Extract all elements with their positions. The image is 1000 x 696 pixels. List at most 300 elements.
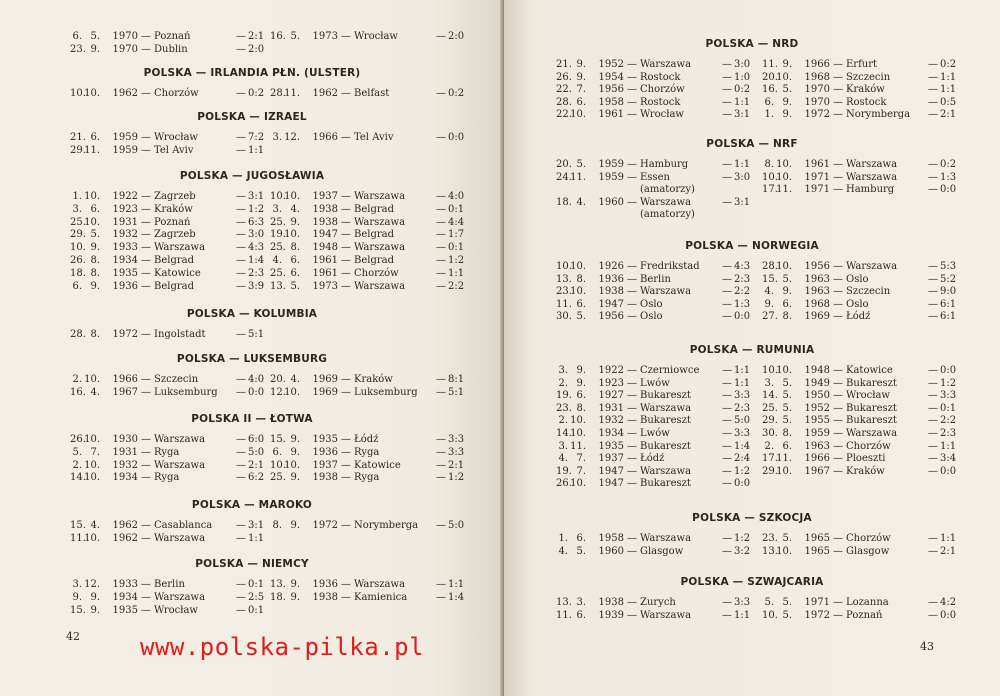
match-day: 18.: [70, 267, 86, 279]
match-month: 4.: [576, 196, 586, 208]
match-score: 1:7: [448, 229, 465, 241]
dash-separator: —: [436, 374, 446, 385]
match-day: 11.: [762, 59, 778, 70]
dash-separator: —: [833, 84, 843, 96]
dash-separator: —: [341, 203, 351, 215]
match-month: 6.: [290, 267, 300, 279]
match-year: 1932: [112, 229, 138, 241]
match-year: 1966: [312, 132, 338, 143]
dash-separator: —: [722, 261, 732, 272]
match-row: [762, 427, 970, 440]
match-month: 6.: [90, 203, 100, 215]
match-row: [70, 241, 278, 254]
match-city: Warszawa: [640, 59, 692, 70]
match-score: 1:1: [448, 579, 465, 590]
match-day: 5.: [764, 597, 774, 608]
match-score: 4:2: [940, 597, 957, 608]
dash-separator: —: [141, 604, 151, 616]
match-day: 17.: [762, 184, 778, 196]
match-row: [556, 96, 764, 109]
match-row: [70, 254, 278, 267]
dash-separator: —: [627, 109, 637, 121]
dash-separator: —: [236, 459, 246, 471]
dash-separator: —: [141, 203, 151, 215]
match-score: 1:4: [734, 440, 751, 452]
dash-separator: —: [627, 84, 637, 96]
match-score: 6:1: [940, 311, 957, 323]
match-city: Rostock: [640, 96, 681, 108]
match-city: Warszawa: [354, 579, 406, 590]
dash-separator: —: [722, 533, 732, 544]
match-city: Poznań: [154, 31, 191, 42]
match-score: 1:2: [940, 377, 957, 389]
dash-separator: —: [928, 415, 938, 427]
match-day: 6.: [272, 446, 282, 458]
match-city: Warszawa: [640, 196, 692, 208]
match-score: 0:1: [940, 402, 957, 414]
match-year: 1948: [312, 242, 338, 254]
match-row: [762, 596, 970, 609]
match-year: 1935: [312, 434, 338, 445]
dash-separator: —: [928, 453, 938, 465]
dash-separator: —: [833, 171, 843, 183]
match-year: 1947: [598, 478, 624, 490]
match-month: 11.: [84, 144, 100, 156]
match-day: 13.: [762, 545, 778, 557]
match-city: Wrocław: [846, 390, 890, 402]
match-score: 9:0: [940, 286, 957, 298]
dash-separator: —: [236, 591, 246, 603]
dash-separator: —: [436, 386, 446, 398]
match-day: 20.: [762, 71, 778, 83]
match-month: 10.: [284, 386, 300, 398]
match-city: Ryga: [154, 446, 180, 458]
dash-separator: —: [141, 144, 151, 156]
match-day: 15.: [270, 434, 286, 445]
match-city: Warszawa: [154, 459, 206, 471]
match-day: 28.: [270, 88, 286, 99]
match-month: 10.: [570, 261, 586, 272]
match-month: 10.: [84, 459, 100, 471]
match-row: [70, 144, 278, 157]
match-month: 9.: [290, 591, 300, 603]
match-day: 13.: [556, 273, 572, 285]
match-day: 3.: [72, 579, 82, 590]
dash-separator: —: [436, 88, 446, 99]
section-heading: POLSKA — IZRAEL: [197, 111, 307, 123]
dash-separator: —: [627, 365, 637, 376]
match-city: Norymberga: [846, 109, 911, 121]
dash-separator: —: [341, 267, 351, 279]
match-score: 7:2: [248, 132, 265, 143]
match-year: 1937: [312, 459, 338, 471]
dash-separator: —: [341, 374, 351, 385]
dash-separator: —: [141, 132, 151, 143]
dash-separator: —: [627, 440, 637, 452]
match-year: 1959: [112, 144, 138, 156]
match-day: 23.: [556, 286, 572, 298]
match-city: Katowice: [154, 267, 201, 279]
dash-separator: —: [833, 365, 843, 376]
match-month: 8.: [90, 329, 100, 340]
match-month: 10.: [776, 159, 792, 170]
match-score: 1:1: [248, 144, 265, 156]
match-day: 10.: [762, 171, 778, 183]
right-page: [504, 0, 1000, 696]
match-month: 6.: [90, 132, 100, 143]
match-month: 10.: [284, 459, 300, 471]
match-day: 11.: [556, 298, 572, 310]
match-year: 1936: [112, 280, 138, 292]
match-row: [556, 609, 764, 622]
match-month: 10.: [84, 88, 100, 99]
section-heading: POLSKA — JUGOSŁAWIA: [179, 170, 325, 182]
match-year: 1922: [112, 191, 138, 202]
match-month: 10.: [84, 216, 100, 228]
match-month: 11.: [570, 440, 586, 452]
match-score: 3:3: [940, 390, 957, 402]
match-score: 0:0: [940, 609, 957, 621]
dash-separator: —: [722, 84, 732, 96]
match-day: 25.: [70, 216, 86, 228]
match-year: 1969: [312, 386, 338, 398]
dash-separator: —: [141, 280, 151, 292]
match-note: (amatorzy): [640, 184, 695, 196]
match-month: 7.: [576, 465, 586, 477]
dash-separator: —: [341, 88, 351, 99]
match-score: 8:1: [448, 374, 465, 385]
match-row: [762, 273, 970, 286]
match-score: 5:1: [248, 329, 265, 340]
match-day: 10.: [70, 88, 86, 99]
dash-separator: —: [341, 280, 351, 292]
match-city: Zurych: [640, 597, 676, 608]
match-day: 21.: [556, 59, 572, 70]
dash-separator: —: [928, 402, 938, 414]
match-city: Bukareszt: [640, 390, 691, 402]
match-year: 1966: [112, 374, 138, 385]
match-day: 6.: [72, 31, 82, 42]
match-year: 1972: [804, 109, 830, 121]
match-month: 5.: [782, 377, 792, 389]
match-row: [70, 203, 278, 216]
match-month: 9.: [290, 446, 300, 458]
match-month: 10.: [284, 191, 300, 202]
match-row: [70, 532, 278, 545]
dash-separator: —: [141, 472, 151, 484]
match-row: [762, 285, 970, 298]
dash-separator: —: [928, 71, 938, 83]
dash-separator: —: [436, 216, 446, 228]
dash-separator: —: [341, 459, 351, 471]
match-score: 4:0: [448, 191, 465, 202]
match-city: Wrocław: [640, 109, 684, 121]
match-month: 9.: [782, 59, 792, 70]
dash-separator: —: [627, 428, 637, 439]
match-day: 9.: [764, 298, 774, 310]
match-row: [556, 298, 764, 311]
dash-separator: —: [928, 533, 938, 544]
match-row: [70, 216, 278, 229]
dash-separator: —: [141, 520, 151, 531]
dash-separator: —: [928, 261, 938, 272]
match-city: Czerniowce: [640, 365, 700, 376]
dash-separator: —: [833, 261, 843, 272]
dash-separator: —: [928, 59, 938, 70]
match-row: [762, 108, 970, 121]
dash-separator: —: [928, 84, 938, 96]
match-note: (amatorzy): [640, 209, 695, 221]
match-row: [762, 310, 970, 323]
match-month: 9.: [290, 434, 300, 445]
match-month: 9.: [782, 286, 792, 298]
match-year: 1962: [312, 88, 338, 99]
dash-separator: —: [341, 229, 351, 241]
match-score: 3:1: [734, 109, 751, 121]
match-city: Ryga: [354, 472, 380, 484]
match-score: 2:2: [734, 286, 751, 298]
dash-separator: —: [627, 59, 637, 70]
match-month: 10.: [776, 545, 792, 557]
section-heading: POLSKA — NRD: [705, 38, 799, 50]
dash-separator: —: [236, 579, 246, 590]
dash-separator: —: [833, 96, 843, 108]
match-day: 10.: [70, 242, 86, 254]
match-month: 10.: [570, 428, 586, 439]
dash-separator: —: [928, 377, 938, 389]
match-month: 6.: [576, 298, 586, 310]
match-row: [762, 364, 970, 377]
match-day: 22.: [556, 84, 572, 96]
match-month: 10.: [776, 365, 792, 376]
match-year: 1969: [312, 374, 338, 385]
dash-separator: —: [141, 329, 151, 340]
match-score: 5:0: [248, 446, 265, 458]
match-city: Belgrad: [354, 229, 395, 241]
match-year: 1936: [312, 446, 338, 458]
dash-separator: —: [141, 216, 151, 228]
dash-separator: —: [341, 191, 351, 202]
match-month: 5.: [782, 533, 792, 544]
dash-separator: —: [236, 280, 246, 292]
match-year: 1965: [804, 533, 830, 544]
match-month: 6.: [576, 533, 586, 544]
match-city: Fredrikstad: [640, 261, 700, 272]
match-score: 0:1: [448, 242, 465, 254]
match-row: [70, 604, 278, 617]
match-year: 1931: [112, 446, 138, 458]
match-month: 5.: [290, 280, 300, 292]
dash-separator: —: [928, 390, 938, 402]
match-city: Tel Aviv: [154, 144, 194, 156]
dash-separator: —: [236, 604, 246, 616]
match-city: Erfurt: [846, 59, 878, 70]
match-year: 1971: [804, 184, 830, 196]
match-day: 2.: [764, 440, 774, 452]
match-city: Warszawa: [354, 280, 406, 292]
dash-separator: —: [833, 597, 843, 608]
match-year: 1947: [598, 298, 624, 310]
match-row: [762, 71, 970, 84]
match-day: 3.: [764, 377, 774, 389]
match-row: [762, 452, 970, 465]
match-row: [270, 241, 478, 254]
dash-separator: —: [928, 311, 938, 323]
match-row: [270, 446, 478, 459]
match-row: [270, 228, 478, 241]
match-day: 23.: [556, 402, 572, 414]
match-year: 1923: [598, 377, 624, 389]
match-day: 27.: [762, 311, 778, 323]
match-score: 1:1: [940, 71, 957, 83]
match-row: [762, 414, 970, 427]
match-city: Hamburg: [640, 159, 689, 170]
match-row: [762, 83, 970, 96]
match-city: Warszawa: [154, 434, 206, 445]
dash-separator: —: [928, 109, 938, 121]
dash-separator: —: [627, 261, 637, 272]
match-score: 0:2: [248, 88, 265, 99]
match-city: Oslo: [846, 273, 869, 285]
match-year: 1932: [598, 415, 624, 427]
dash-separator: —: [928, 545, 938, 557]
match-day: 10.: [270, 191, 286, 202]
dash-separator: —: [627, 533, 637, 544]
dash-separator: —: [341, 434, 351, 445]
match-year: 1939: [598, 609, 624, 621]
match-month: 3.: [576, 597, 586, 608]
match-score: 1:1: [448, 267, 465, 279]
match-year: 1931: [598, 402, 624, 414]
match-row: [70, 459, 278, 472]
match-row: [270, 578, 478, 591]
match-city: Warszawa: [640, 609, 692, 621]
match-score: 2:5: [248, 591, 265, 603]
match-month: 5.: [576, 159, 586, 170]
match-year: 1958: [598, 533, 624, 544]
match-score: 2:0: [448, 31, 465, 42]
match-city: Luksemburg: [354, 386, 418, 398]
match-city: Oslo: [846, 298, 869, 310]
match-score: 2:2: [940, 415, 957, 427]
match-city: Warszawa: [846, 261, 898, 272]
dash-separator: —: [928, 440, 938, 452]
dash-separator: —: [833, 159, 843, 170]
match-row: [762, 402, 970, 415]
match-day: 20.: [556, 159, 572, 170]
match-year: 1933: [112, 242, 138, 254]
match-row: [762, 171, 970, 184]
dash-separator: —: [627, 453, 637, 465]
match-day: 30.: [762, 428, 778, 439]
match-year: 1933: [112, 579, 138, 590]
dash-separator: —: [141, 229, 151, 241]
match-month: 5.: [782, 84, 792, 96]
match-city: Belfast: [354, 88, 390, 99]
dash-separator: —: [627, 478, 637, 490]
match-score: 3:0: [248, 229, 265, 241]
dash-separator: —: [928, 171, 938, 183]
dash-separator: —: [236, 386, 246, 398]
dash-separator: —: [436, 242, 446, 254]
match-row: [270, 471, 478, 484]
match-month: 10.: [84, 532, 100, 544]
match-city: Poznań: [846, 609, 883, 621]
dash-separator: —: [722, 440, 732, 452]
dash-separator: —: [436, 203, 446, 215]
match-year: 1963: [804, 273, 830, 285]
dash-separator: —: [722, 71, 732, 83]
match-day: 8.: [272, 520, 282, 531]
match-month: 10.: [776, 261, 792, 272]
match-year: 1959: [598, 159, 624, 170]
match-city: Szczecin: [846, 286, 891, 298]
match-city: Hamburg: [846, 184, 895, 196]
match-day: 8.: [764, 159, 774, 170]
match-score: 0:0: [940, 465, 957, 477]
match-month: 9.: [782, 109, 792, 121]
dash-separator: —: [833, 533, 843, 544]
match-row: [70, 373, 278, 386]
match-year: 1972: [112, 329, 138, 340]
match-score: 3:3: [734, 597, 751, 608]
match-year: 1956: [598, 84, 624, 96]
match-city: Kraków: [846, 84, 885, 96]
match-city: Warszawa: [154, 242, 206, 254]
dash-separator: —: [928, 286, 938, 298]
dash-separator: —: [436, 520, 446, 531]
match-year: 1952: [598, 59, 624, 70]
match-score: 0:0: [940, 365, 957, 376]
match-score: 3:4: [940, 453, 957, 465]
match-city: Wrocław: [154, 604, 198, 616]
dash-separator: —: [833, 71, 843, 83]
match-score: 2:4: [734, 453, 751, 465]
match-day: 29.: [70, 229, 86, 241]
dash-separator: —: [722, 478, 732, 490]
match-month: 6.: [290, 255, 300, 266]
dash-separator: —: [236, 267, 246, 279]
match-row: [270, 519, 478, 532]
match-score: 3:0: [734, 171, 751, 183]
match-city: Essen: [640, 171, 670, 183]
dash-separator: —: [627, 390, 637, 402]
match-month: 11.: [776, 184, 792, 196]
match-city: Kamienica: [354, 591, 408, 603]
match-day: 26.: [556, 71, 572, 83]
match-row: [762, 158, 970, 171]
match-city: Łódź: [354, 434, 379, 445]
match-day: 6.: [72, 280, 82, 292]
match-city: Ryga: [154, 472, 180, 484]
dash-separator: —: [722, 465, 732, 477]
dash-separator: —: [141, 532, 151, 544]
match-day: 13.: [270, 579, 286, 590]
match-score: 1:3: [734, 298, 751, 310]
dash-separator: —: [833, 59, 843, 70]
dash-separator: —: [341, 591, 351, 603]
match-city: Szczecin: [846, 71, 891, 83]
match-year: 1926: [598, 261, 624, 272]
match-row: [70, 446, 278, 459]
dash-separator: —: [928, 465, 938, 477]
match-city: Belgrad: [154, 280, 195, 292]
match-month: 9.: [290, 216, 300, 228]
dash-separator: —: [341, 446, 351, 458]
match-month: 8.: [290, 242, 300, 254]
match-score: 1:2: [248, 203, 265, 215]
match-row: [70, 30, 278, 43]
